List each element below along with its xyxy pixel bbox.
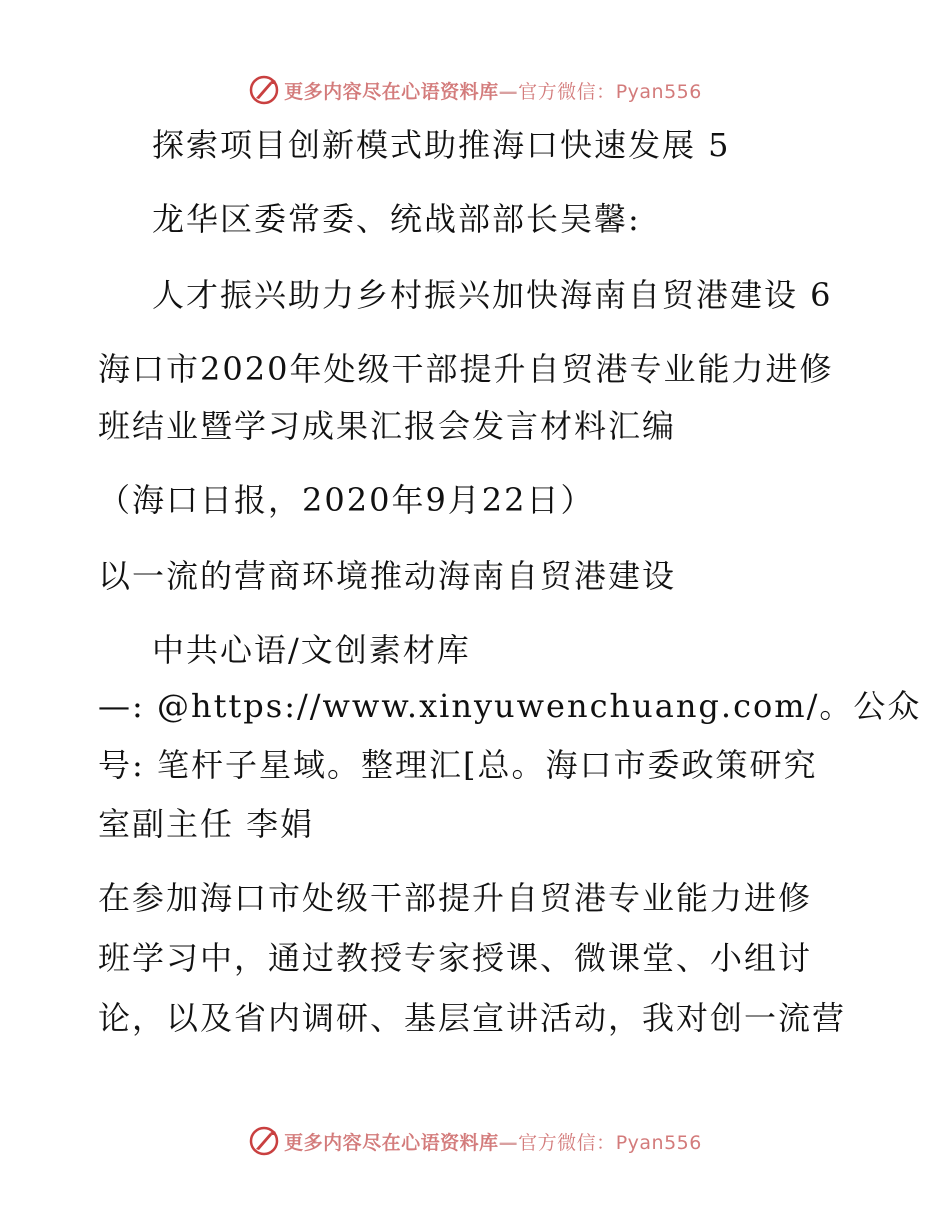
quill-logo-icon <box>248 74 280 106</box>
text-line-8: 中共心语/文创素材库 <box>152 631 471 669</box>
text-line-4: 海口市2020年处级干部提升自贸港专业能力进修 <box>98 350 834 388</box>
text-line-3: 人才振兴助力乡村振兴加快海南自贸港建设 6 <box>152 276 833 314</box>
text-line-2: 龙华区委常委、统战部部长吴馨: <box>152 200 641 238</box>
watermark-text <box>284 1128 702 1155</box>
header-watermark <box>0 70 950 110</box>
text-line-12: 在参加海口市处级干部提升自贸港专业能力进修 <box>98 879 813 917</box>
watermark-separator: — <box>498 1131 519 1154</box>
text-line-9: —: @https://www.xinyuwenchuang.com/。公众 <box>98 687 922 725</box>
text-line-5: 班结业暨学习成果汇报会发言材料汇编 <box>98 407 677 445</box>
text-line-6: （海口日报，2020年9月22日） <box>98 481 595 519</box>
watermark-account: Pyan556 <box>615 80 702 103</box>
watermark-main: 更多内容尽在心语资料库 <box>284 80 499 103</box>
quill-logo-icon <box>248 1125 280 1157</box>
text-line-7: 以一流的营商环境推动海南自贸港建设 <box>98 557 677 595</box>
footer-watermark <box>0 1121 950 1161</box>
watermark-main: 更多内容尽在心语资料库 <box>284 1131 499 1154</box>
text-line-1: 探索项目创新模式助推海口快速发展 5 <box>152 126 731 164</box>
watermark-text <box>284 77 702 104</box>
watermark-account: Pyan556 <box>615 1131 702 1154</box>
watermark-official: 官方微信： <box>518 1131 616 1154</box>
watermark-official: 官方微信： <box>518 80 616 103</box>
text-line-14: 论，以及省内调研、基层宣讲活动，我对创一流营 <box>98 999 847 1037</box>
watermark-separator: — <box>498 80 519 103</box>
text-line-13: 班学习中，通过教授专家授课、微课堂、小组讨 <box>98 939 813 977</box>
text-line-11: 室副主任 李娟 <box>98 805 315 843</box>
text-line-10: 号: 笔杆子星域。整理汇[总。海口市委政策研究 <box>98 746 818 784</box>
